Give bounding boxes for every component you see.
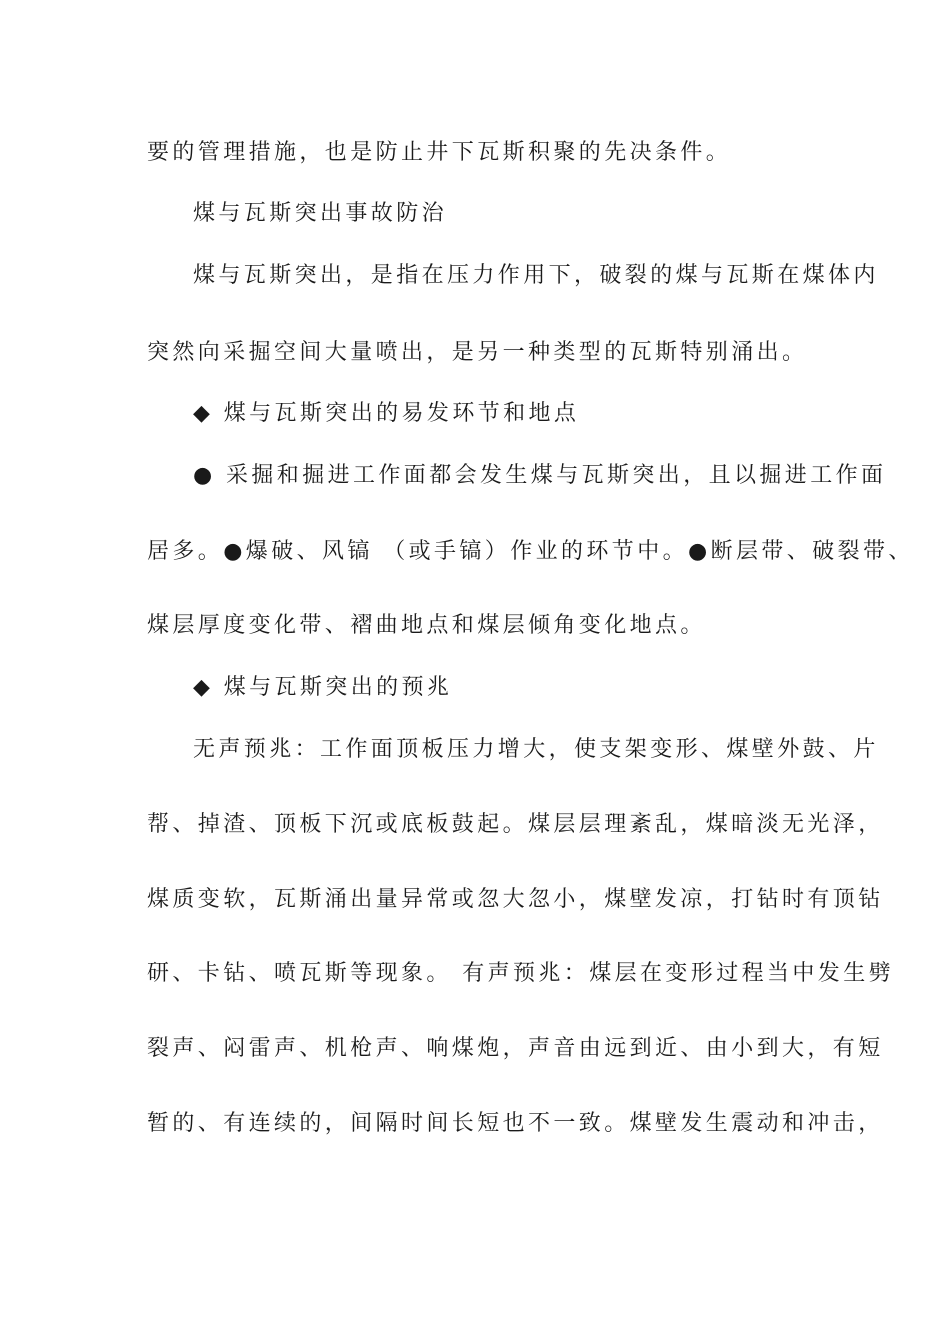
text-line-15: 暂的、有连续的，间隔时间长短也不一致。煤壁发生震动和冲击， bbox=[147, 1111, 884, 1136]
text-line-4: 突然向采掘空间大量喷出，是另一种类型的瓦斯特别涌出。 bbox=[147, 340, 808, 365]
bullet-heading-occurrence-locations: ◆ 煤与瓦斯突出的易发环节和地点 bbox=[193, 401, 580, 426]
text-line-6: ● 采掘和掘进工作面都会发生煤与瓦斯突出，且以掘进工作面 bbox=[193, 463, 887, 488]
text-line-14: 裂声、闷雷声、机枪声、响煤炮，声音由远到近、由小到大，有短 bbox=[147, 1036, 884, 1061]
bullet-heading-warning-signs: ◆ 煤与瓦斯突出的预兆 bbox=[193, 675, 453, 700]
text-line-3: 煤与瓦斯突出，是指在压力作用下，破裂的煤与瓦斯在煤体内 bbox=[193, 263, 879, 288]
text-line-12: 煤质变软，瓦斯涌出量异常或忽大忽小，煤壁发凉，打钻时有顶钻 bbox=[147, 887, 884, 912]
text-line-7: 居多。●爆破、风镐 （或手镐）作业的环节中。●断层带、破裂带、 bbox=[147, 539, 914, 564]
text-line-13: 研、卡钻、喷瓦斯等现象。 有声预兆：煤层在变形过程当中发生劈 bbox=[147, 961, 894, 986]
text-line-8: 煤层厚度变化带、褶曲地点和煤层倾角变化地点。 bbox=[147, 613, 706, 638]
text-line-1: 要的管理措施，也是防止井下瓦斯积聚的先决条件。 bbox=[147, 140, 732, 165]
text-line-10: 无声预兆：工作面顶板压力增大，使支架变形、煤壁外鼓、片 bbox=[193, 737, 879, 762]
section-heading-outburst-prevention: 煤与瓦斯突出事故防治 bbox=[193, 201, 448, 226]
text-line-11: 帮、掉渣、顶板下沉或底板鼓起。煤层层理紊乱，煤暗淡无光泽， bbox=[147, 812, 884, 837]
